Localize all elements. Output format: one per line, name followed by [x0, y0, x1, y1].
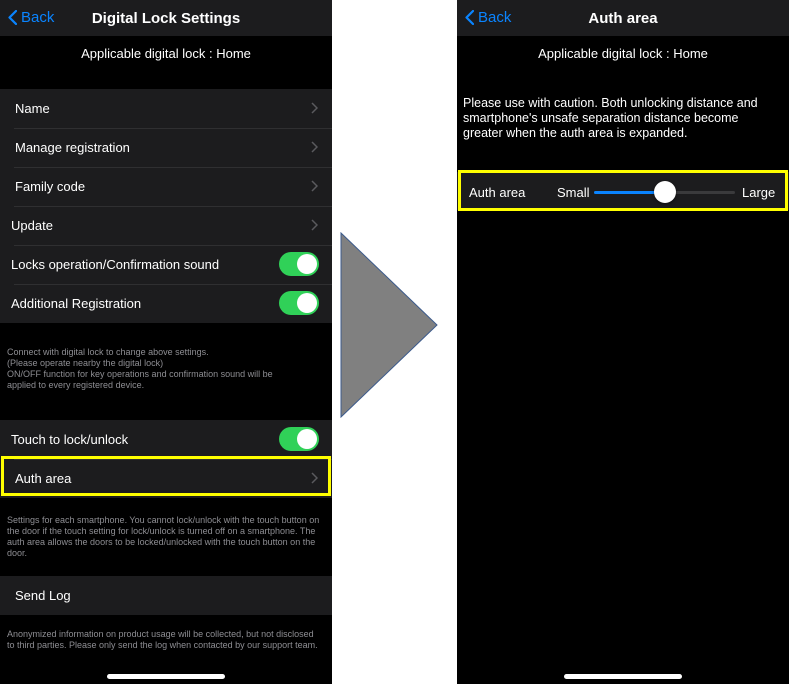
digital-lock-settings-screen	[0, 0, 332, 684]
applicable-lock-label: Applicable digital lock : Home	[457, 36, 789, 87]
locks-sound-toggle[interactable]	[279, 252, 319, 276]
row-label: Manage registration	[15, 140, 130, 155]
chevron-right-icon	[311, 141, 318, 153]
row-label: Locks operation/Confirmation sound	[11, 257, 220, 272]
chevron-right-icon	[311, 219, 318, 231]
auth-area-label: Auth area	[469, 185, 526, 200]
chevron-left-icon	[8, 10, 17, 25]
smartphone-note: Settings for each smartphone. You cannot lock/unlock with the touch button on the door if the touch setting for lock/unlock is turned off on a smartphone. The auth area allows the doors to be locked/unlocked with the touch button on the door.	[7, 515, 320, 558]
auth-area-screen	[457, 0, 789, 684]
additional-registration-toggle[interactable]	[279, 291, 319, 315]
log-note: Anonymized information on product usage will be collected, but not disclosed to third parties. Please only send the log when contacted by our support team.	[7, 629, 318, 650]
page-title: Auth area	[588, 10, 658, 27]
row-label: Touch to lock/unlock	[11, 432, 129, 447]
row-manage-registration[interactable]	[0, 128, 332, 167]
slider-min-label: Small	[557, 185, 590, 200]
back-label: Back	[21, 9, 55, 26]
row-label: Additional Registration	[11, 296, 142, 311]
row-locks-operation-sound	[0, 245, 332, 284]
log-group	[0, 576, 332, 615]
smartphone-settings-group	[0, 420, 332, 498]
slider-max-label: Large	[742, 185, 776, 200]
row-label: Send Log	[15, 588, 71, 603]
row-family-code[interactable]	[0, 167, 332, 206]
toggle-knob	[297, 254, 317, 274]
row-label: Auth area	[15, 471, 72, 486]
row-label: Update	[11, 218, 53, 233]
auth-area-slider[interactable]	[594, 181, 735, 203]
row-touch-lock	[0, 420, 332, 459]
row-label: Family code	[15, 179, 86, 194]
caution-text: Please use with caution. Both unlocking distance and smartphone's unsafe separation distance become greater when the auth area is expanded.	[463, 96, 758, 140]
nav-bar	[457, 0, 789, 36]
row-update[interactable]	[0, 206, 332, 245]
triangle-right-arrow	[340, 232, 440, 418]
nav-bar	[0, 0, 332, 36]
back-label: Back	[478, 9, 512, 26]
toggle-knob	[297, 293, 317, 313]
chevron-right-icon	[311, 102, 318, 114]
row-name[interactable]	[0, 89, 332, 128]
row-additional-registration	[0, 284, 332, 323]
auth-area-row	[457, 172, 789, 210]
page-title: Digital Lock Settings	[91, 10, 241, 27]
slider-thumb[interactable]	[654, 181, 676, 203]
chevron-right-icon	[311, 180, 318, 192]
touch-lock-toggle[interactable]	[279, 427, 319, 451]
settings-note: Connect with digital lock to change above settings. (Please operate nearby the digital lock) ON/OFF function for key operations and confirmation sound will be applied to every registered device.	[7, 347, 273, 390]
chevron-left-icon	[465, 10, 474, 25]
home-indicator[interactable]	[107, 674, 225, 679]
back-button[interactable]	[465, 9, 511, 26]
row-send-log[interactable]	[0, 576, 332, 615]
toggle-knob	[297, 429, 317, 449]
applicable-lock-label: Applicable digital lock : Home	[0, 36, 332, 87]
back-button[interactable]	[8, 9, 54, 26]
home-indicator[interactable]	[564, 674, 682, 679]
chevron-right-icon	[311, 472, 318, 484]
lock-settings-group	[0, 89, 332, 323]
row-label: Name	[15, 101, 50, 116]
row-auth-area[interactable]	[0, 459, 332, 498]
